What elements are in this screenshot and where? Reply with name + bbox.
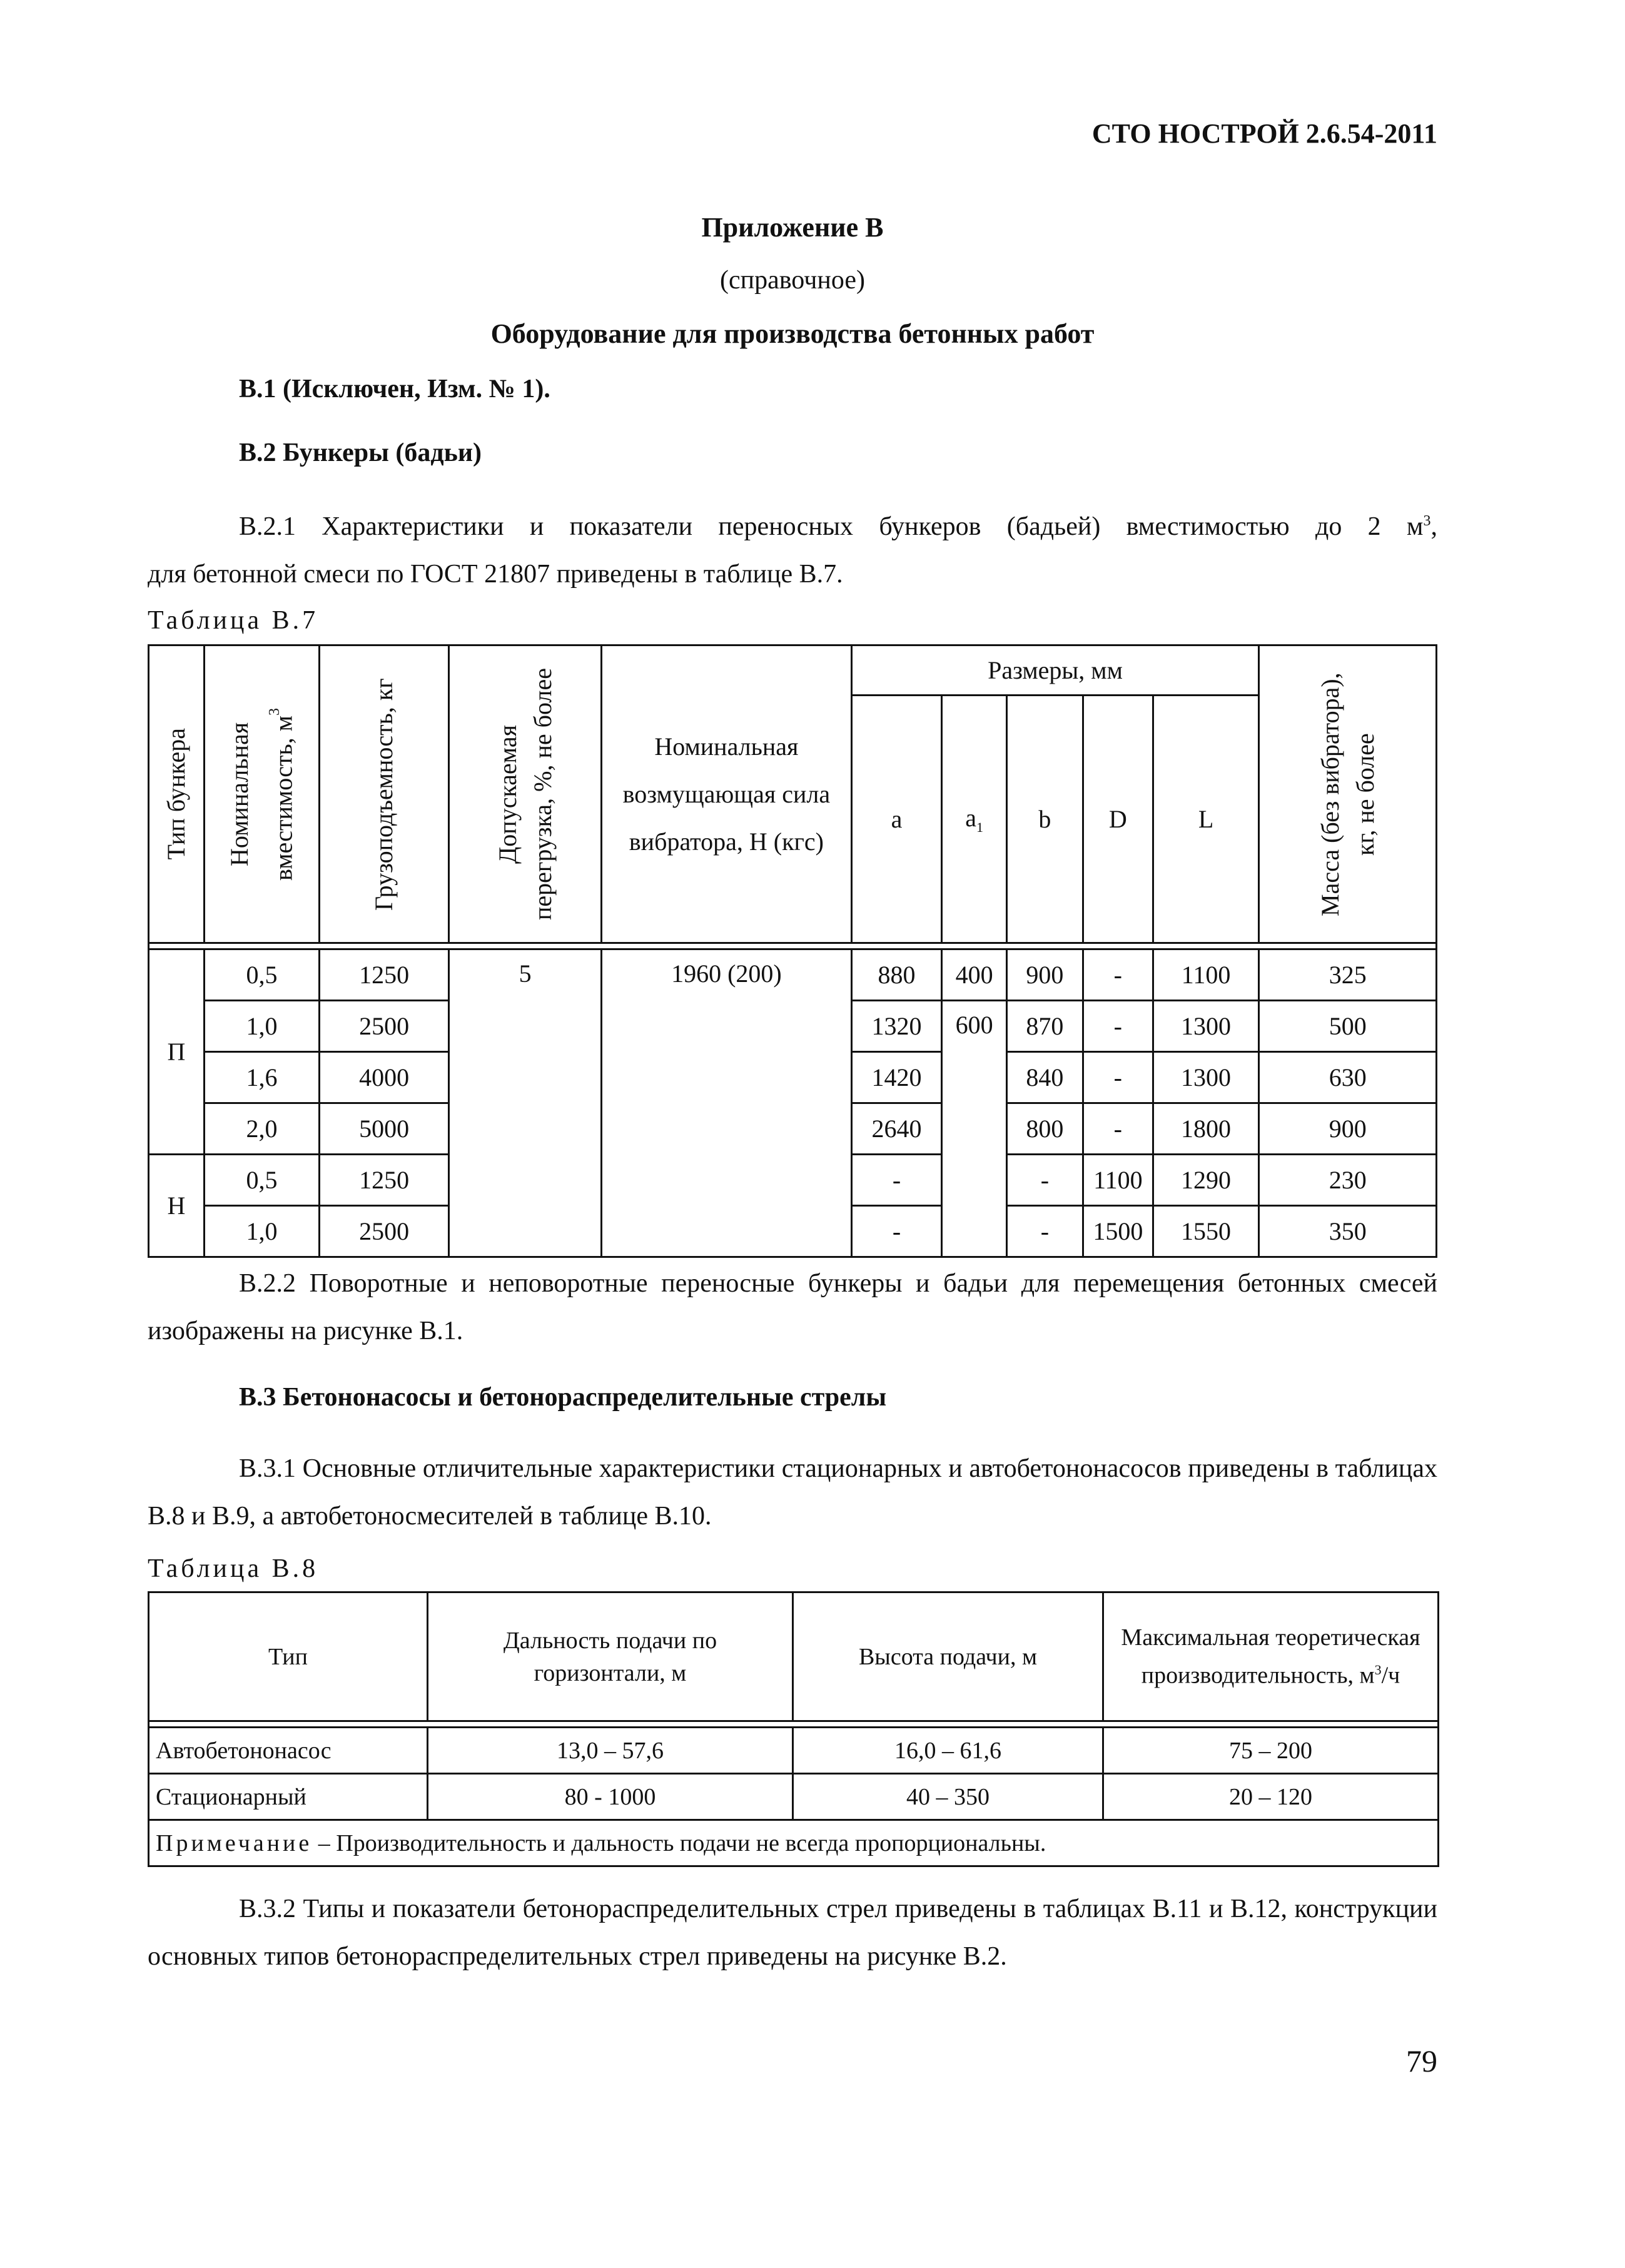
header-type-cell xyxy=(149,645,205,943)
header-a: a xyxy=(851,696,942,943)
cell-mass: 350 xyxy=(1259,1206,1437,1257)
appendix-title: Приложение В xyxy=(701,212,884,243)
header-height: Высота подачи, м xyxy=(793,1592,1103,1721)
header-distance: Дальность подачи по горизонтали, м xyxy=(428,1592,793,1721)
cell-L: 1300 xyxy=(1153,1001,1259,1052)
cell-mass: 900 xyxy=(1259,1103,1437,1155)
cell-D: 1100 xyxy=(1083,1155,1153,1206)
cell-mass: 325 xyxy=(1259,949,1437,1001)
appendix-subtitle: (справочное) xyxy=(720,266,865,295)
cell-b: 900 xyxy=(1006,949,1083,1001)
paragraph-b32: В.3.2 Типы и показатели бетонораспределительных стрел приведены в таблицах В.11 и В.12, конструкции основных типов бетонораспределительных стрел приведены на рисунке В.2. xyxy=(148,1895,1437,1971)
cell-L: 1100 xyxy=(1153,949,1259,1001)
superscript: 3 xyxy=(266,707,283,716)
cell-mass: 630 xyxy=(1259,1052,1437,1103)
cell-capacity: 75 – 200 xyxy=(1103,1728,1439,1774)
table7-caption: Таблица В.7 xyxy=(148,606,319,635)
header-capacity xyxy=(222,676,301,913)
header-capacity-cell xyxy=(204,645,319,943)
cell-b: - xyxy=(1006,1155,1083,1206)
cell-capacity: 1,6 xyxy=(204,1052,319,1103)
paragraph-b21-text: В.2.1 Характеристики и показатели переносных бункеров (бадьей) вместимостью до 2 м xyxy=(239,512,1424,541)
cell-D: - xyxy=(1083,1001,1153,1052)
cell-a: 2640 xyxy=(851,1103,942,1155)
header-type: Тип xyxy=(149,1592,428,1721)
paragraph-b31: В.3.1 Основные отличительные характеристики стационарных и автобетононасосов приведены в таблицах В.8 и В.9, а автобетоносмесителей в таблице В.10. xyxy=(148,1454,1437,1531)
header-mass: Масса (без вибратора), кг, не более xyxy=(1315,672,1379,916)
cell-L: 1290 xyxy=(1153,1155,1259,1206)
section-b3: В.3 Бетононасосы и бетонораспределительные стрелы xyxy=(239,1383,887,1412)
section-b2: В.2 Бункеры (бадьи) xyxy=(239,438,482,467)
table-b7 xyxy=(148,644,1437,1258)
header-capacity-unit: /ч xyxy=(1381,1662,1400,1689)
cell-a1: 600 xyxy=(942,1001,1006,1257)
cell-load: 2500 xyxy=(320,1001,449,1052)
cell-D: 1500 xyxy=(1083,1206,1153,1257)
cell-load: 4000 xyxy=(320,1052,449,1103)
appendix-heading: Оборудование для производства бетонных работ xyxy=(490,318,1095,349)
header-capacity-text: Номинальная вместимость, м xyxy=(225,715,298,881)
header-mass-cell xyxy=(1259,645,1437,943)
section-b1: В.1 (Исключен, Изм. № 1). xyxy=(239,375,550,403)
header-force: Номинальная возмущающая сила вибратора, Н (кгс) xyxy=(602,645,851,943)
header-dims: Размеры, мм xyxy=(851,645,1259,696)
comma: , xyxy=(1430,512,1437,541)
header-overload: Допускаемая перегрузка, %, не более xyxy=(493,668,557,920)
cell-load: 5000 xyxy=(320,1103,449,1155)
header-a1-text: a xyxy=(965,803,977,832)
cell-type: Стационарный xyxy=(149,1774,428,1820)
table-row xyxy=(149,949,1437,1001)
table-b8 xyxy=(148,1591,1439,1867)
cell-b: 870 xyxy=(1006,1001,1083,1052)
table-row xyxy=(149,1728,1439,1774)
cell-distance: 13,0 – 57,6 xyxy=(428,1728,793,1774)
header-a1 xyxy=(942,696,1006,943)
cell-L: 1300 xyxy=(1153,1052,1259,1103)
cell-a: 1420 xyxy=(851,1052,942,1103)
cell-L: 1550 xyxy=(1153,1206,1259,1257)
cell-D: - xyxy=(1083,949,1153,1001)
paragraph-b21 xyxy=(148,497,1437,598)
cell-capacity: 0,5 xyxy=(204,949,319,1001)
cell-a: 1320 xyxy=(851,1001,942,1052)
cell-a: - xyxy=(851,1206,942,1257)
cell-D: - xyxy=(1083,1052,1153,1103)
header-capacity-text: Максимальная теоретическая производительность, м xyxy=(1121,1624,1420,1689)
header-b: b xyxy=(1006,696,1083,943)
cell-a1: 400 xyxy=(942,949,1006,1001)
header-load-cell xyxy=(320,645,449,943)
cell-capacity: 0,5 xyxy=(204,1155,319,1206)
note-label: Примечание xyxy=(156,1830,313,1856)
cell-force: 1960 (200) xyxy=(602,949,851,1257)
cell-mass: 500 xyxy=(1259,1001,1437,1052)
paragraph-b21-line2: для бетонной смеси по ГОСТ 21807 приведены в таблице В.7. xyxy=(148,560,843,589)
cell-capacity: 1,0 xyxy=(204,1001,319,1052)
paragraph-b22: В.2.2 Поворотные и неповоротные переносные бункеры и бадьи для перемещения бетонных смесей изображены на рисунке В.1. xyxy=(148,1269,1437,1345)
cell-distance: 80 - 1000 xyxy=(428,1774,793,1820)
cell-b: 840 xyxy=(1006,1052,1083,1103)
cell-height: 40 – 350 xyxy=(793,1774,1103,1820)
cell-load: 1250 xyxy=(320,1155,449,1206)
page-number: 79 xyxy=(1406,2043,1437,2078)
cell-height: 16,0 – 61,6 xyxy=(793,1728,1103,1774)
group-cell: П xyxy=(149,949,205,1155)
subscript: 1 xyxy=(976,819,984,835)
header-L: L xyxy=(1153,696,1259,943)
table-row xyxy=(149,1774,1439,1820)
header-overload-cell xyxy=(449,645,602,943)
header-D: D xyxy=(1083,696,1153,943)
cell-a: - xyxy=(851,1155,942,1206)
header-type: Тип бункера xyxy=(161,728,190,860)
document-code: СТО НОСТРОЙ 2.6.54-2011 xyxy=(1091,118,1437,149)
header-capacity xyxy=(1103,1592,1439,1721)
note-text: – Производительность и дальность подачи не всегда пропорциональны. xyxy=(312,1830,1046,1856)
header-separator xyxy=(149,1721,1439,1728)
group-cell: Н xyxy=(149,1155,205,1257)
cell-load: 1250 xyxy=(320,949,449,1001)
header-separator xyxy=(149,943,1437,949)
cell-L: 1800 xyxy=(1153,1103,1259,1155)
cell-capacity: 1,0 xyxy=(204,1206,319,1257)
superscript: 3 xyxy=(1423,513,1431,529)
cell-D: - xyxy=(1083,1103,1153,1155)
cell-b: - xyxy=(1006,1206,1083,1257)
superscript: 3 xyxy=(1374,1662,1382,1678)
cell-capacity: 2,0 xyxy=(204,1103,319,1155)
cell-type: Автобетононасос xyxy=(149,1728,428,1774)
cell-mass: 230 xyxy=(1259,1155,1437,1206)
table-note xyxy=(149,1820,1439,1866)
cell-load: 2500 xyxy=(320,1206,449,1257)
cell-overload: 5 xyxy=(449,949,602,1257)
header-load: Грузоподъемность, кг xyxy=(370,677,398,911)
table8-caption: Таблица В.8 xyxy=(148,1554,319,1583)
cell-capacity: 20 – 120 xyxy=(1103,1774,1439,1820)
cell-a: 880 xyxy=(851,949,942,1001)
cell-b: 800 xyxy=(1006,1103,1083,1155)
